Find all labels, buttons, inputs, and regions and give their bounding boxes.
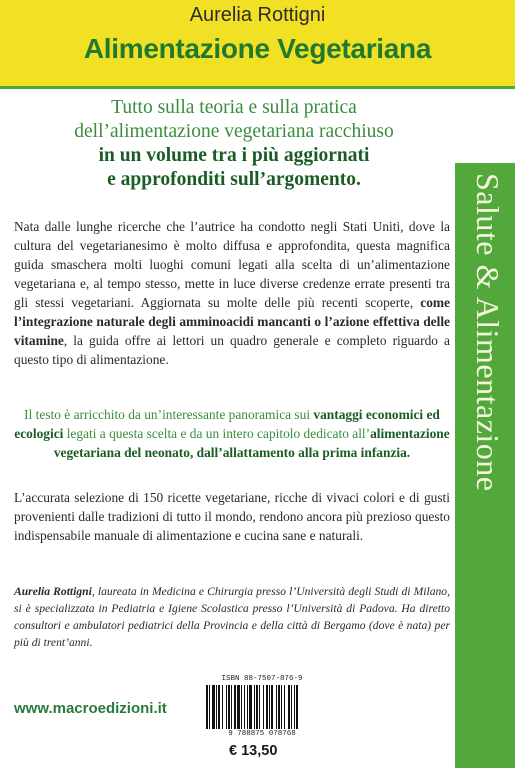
lead-line-3: in un volume tra i più aggiornati (98, 145, 370, 166)
publisher-url[interactable]: www.macroedizioni.it (14, 700, 167, 717)
isbn-label: ISBN 88-7507-876-9 (221, 675, 303, 683)
category-label: Salute & Alimentazione (470, 173, 506, 492)
lead-line-4: e approfonditi sull’argomento. (107, 169, 361, 190)
description-paragraph-1 (14, 217, 450, 369)
author-bio (14, 583, 450, 651)
bio-text: , laureata in Medicina e Chirurgia presso l’Università degli Studi di Milano, si è specializzata in Pediatria e Igiene Scolastica presso l’Università di Padova. Ha diretto consultori e ambulatori pediatrici della Provincia e della città di Bergamo (dove è nata) per più di trent’anni. (14, 585, 450, 649)
barcode-bars (206, 685, 322, 729)
lead-line-1: Tutto sulla teoria e sulla pratica (111, 97, 357, 118)
bio-name: Aurelia Rottigni (14, 585, 92, 598)
p1-updated: Aggiornata su molte delle più recenti scoperte, (140, 295, 421, 310)
p2-start: Il testo è arricchito da un’interessante panoramica sui (24, 407, 314, 422)
lead-text (14, 96, 454, 192)
p2-highlight-1: vantaggi economici ed ecologici (14, 407, 440, 441)
author-name: Aurelia Rottigni (189, 4, 326, 26)
header-band (0, 0, 515, 88)
book-title: Alimentazione Vegetariana (83, 33, 432, 64)
p1-end: , la guida offre ai lettori un quadro generale e completo riguardo a questo tipo di alimentazione. (14, 333, 450, 367)
lead-line-2: dell’alimentazione vegetariana racchiuso (74, 121, 394, 142)
barcode-block (198, 675, 326, 742)
description-paragraph-3: L’accurata selezione di 150 ricette vegetariane, ricche di vivaci colori e di gusti provenienti dalle tradizioni di tutto il mondo, rendono ancora più prezioso questo indispensabile manuale di alimentazione e cucina sane e naturali. (14, 490, 450, 543)
p2-highlight-2: alimentazione vegetariana del neonato, dall’allattamento alla prima infanzia. (53, 426, 450, 460)
price-label: € 13,50 (229, 743, 278, 759)
header-divider (0, 86, 515, 89)
p1-intro: Nata dalle lunghe ricerche che l’autrice ha condotto negli Stati Uniti, dove la cultura del vegetarianesimo è molto diffusa e approfondita, questa magnifica guida smaschera molti luoghi comuni legati alla scelta di un’alimentazione vegetariana e, al tempo stesso, mette in luce diverse credenze errate presenti tra gli stessi vegetariani. (14, 219, 450, 310)
p1-highlight: come l’integrazione naturale degli amminoacidi mancanti o l’azione effettiva delle vitamine (14, 295, 451, 348)
p2-middle: legati a questa scelta e da un intero capitolo dedicato all’ (63, 426, 371, 441)
ean-digits: 9 788875 078768 (228, 730, 296, 738)
category-sidebar (455, 163, 515, 768)
description-paragraph-2 (14, 405, 450, 462)
